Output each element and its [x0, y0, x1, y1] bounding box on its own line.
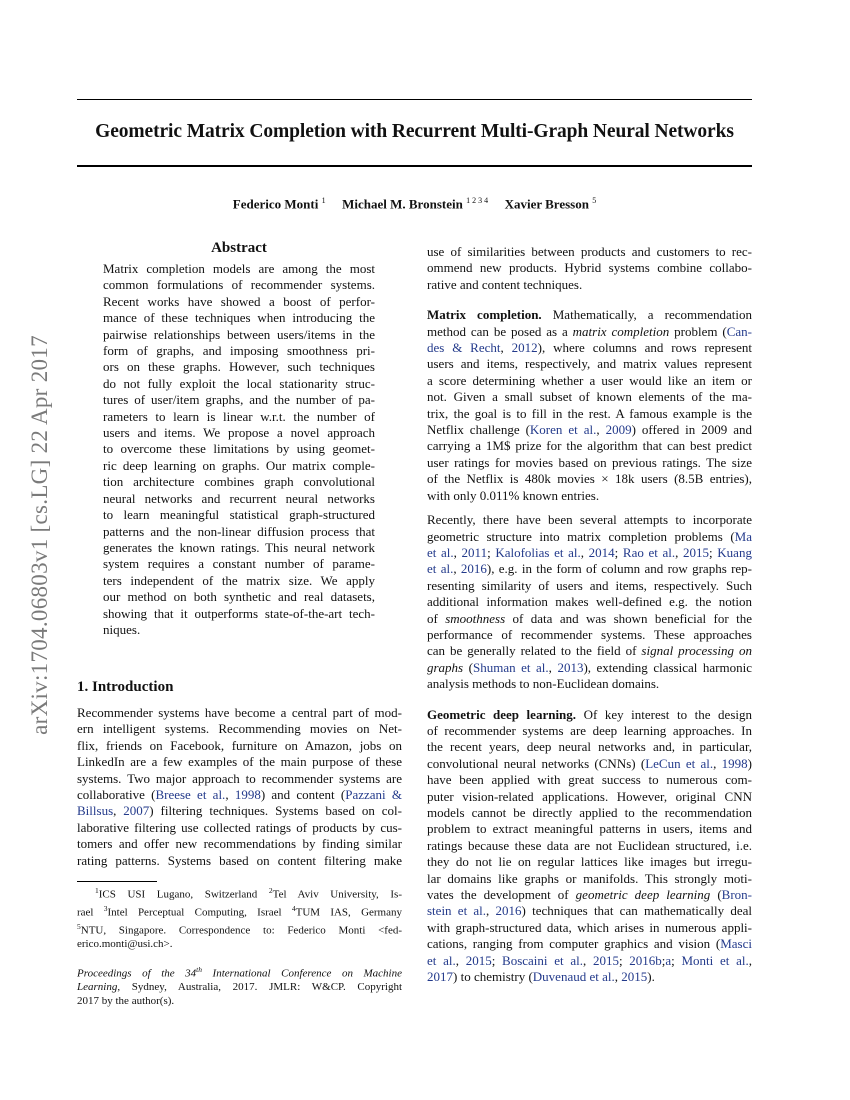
citation-link[interactable]: 1998	[234, 787, 261, 803]
citation-link[interactable]: Pazzani &	[345, 787, 403, 803]
citation-link[interactable]: Shuman et al.	[472, 659, 549, 675]
text-line: of smoothness of data and was shown beneficial for the	[427, 610, 752, 626]
text-line: convolutional neural networks (CNNs) (LeCun et al., 1998)	[427, 755, 753, 771]
citation-link[interactable]: 2012	[511, 340, 538, 356]
paragraph-geometric-deep-learning	[427, 707, 752, 986]
citation-link[interactable]: et al.	[427, 561, 454, 577]
affiliation-footnote	[77, 884, 402, 952]
text-line: a score determining whether a user would like an item or	[427, 372, 752, 388]
text-line: tures of user/item graphs, and the number of pa-	[103, 392, 375, 408]
citation-link[interactable]: Ma	[734, 528, 752, 544]
citation-link[interactable]: 2013	[557, 659, 584, 675]
text-line: flix, friends on Facebook, furniture on Amazon, jobs on	[77, 737, 402, 753]
text-line: lar domains like graphs or manifolds. This strongly moti-	[427, 870, 752, 886]
citation-link[interactable]: 2015	[465, 952, 492, 968]
text-line: $^5$NTU, Singapore. Correspondence to: Federico Monti <fed-	[77, 922, 402, 937]
text-line: common formulations of recommender systems.	[103, 277, 375, 293]
text-line: ern intelligent systems. Recommending movies on Net-	[77, 721, 402, 737]
text-line: trix, the goal is to fill in the rest. A famous example is the	[427, 405, 752, 421]
text-line: of the Netflix is 480k movies × 18k users (8.5B entries),	[427, 471, 752, 487]
arxiv-stamp: arXiv:1704.06803v1 [cs.LG] 22 Apr 2017	[27, 335, 52, 735]
author-affiliation: 1	[321, 196, 326, 205]
text-line: the recent years, deep neural networks and, in particular,	[427, 739, 752, 755]
text-line: des & Recht, 2012), where columns and rows represent	[427, 340, 753, 356]
text-line: generates the known ratings. This neural network	[103, 539, 375, 555]
text-line: niques.	[103, 621, 141, 637]
text-line: showing that it outperforms state-of-the-art tech-	[103, 605, 375, 621]
text-line: system requires a constant number of parame-	[103, 556, 375, 572]
citation-link[interactable]: Masci	[720, 936, 752, 952]
text-line: patterns and the non-linear diffusion process that	[103, 523, 375, 539]
citation-link[interactable]: 2016	[460, 561, 487, 577]
citation-link[interactable]: Rao et al.	[622, 544, 676, 560]
author-name: Michael M. Bronstein	[342, 196, 463, 212]
citation-link[interactable]: Boscaini et al.	[502, 952, 583, 968]
text-line: cations, ranging from computer graphics and vision (Masci	[427, 936, 752, 952]
text-line: to overcome these limitations by using geomet-	[103, 441, 375, 457]
runin-heading: Matrix completion.	[427, 307, 542, 323]
citation-link[interactable]: LeCun et al.	[645, 755, 714, 771]
text-line: collaborative (Breese et al., 1998) and content (Pazzani &	[77, 787, 403, 803]
text-line: geometric structure into matrix completion problems (Ma	[427, 528, 752, 544]
text-line: ric deep learning on graphs. Our matrix comple-	[103, 457, 375, 473]
text-line: users and items. We propose a novel approach	[103, 425, 375, 441]
text-line: Netflix challenge (Koren et al., 2009) offered in 2009 and	[427, 422, 752, 438]
text-line: carrying a 1M$ prize for the algorithm that can best predict	[427, 438, 752, 454]
abstract-heading: Abstract	[211, 240, 267, 256]
text-line: erico.monti@usi.ch>.	[77, 938, 173, 951]
citation-link[interactable]: 2014	[588, 544, 615, 560]
citation-link[interactable]: 2016	[495, 903, 522, 919]
citation-link[interactable]: et al.	[427, 544, 454, 560]
title-top-rule	[77, 99, 752, 100]
text-line: do not fully exploit the local stationarity struc-	[103, 375, 375, 391]
paragraph-recently	[427, 512, 752, 692]
paragraph-matrix-completion	[427, 307, 752, 504]
text-line: graphs (Shuman et al., 2013), extending classical harmonic	[427, 659, 752, 675]
paper-title: Geometric Matrix Completion with Recurrent Multi-Graph Neural Networks	[95, 121, 734, 142]
text-line: mance of these techniques when introducing the	[103, 310, 375, 326]
text-line: et al., 2016), e.g. in the form of column and row graphs rep-	[427, 561, 752, 577]
text-line: 2017) to chemistry (Duvenaud et al., 2015).	[427, 969, 655, 985]
introduction-section	[77, 677, 402, 869]
text-line: models cannot be directly applied to the recommendation	[427, 805, 752, 820]
text-line: resenting similarity of users and items, respectively. Such	[427, 577, 752, 593]
text-line: user ratings for movies based on previous ratings. The size	[427, 454, 752, 470]
text-line: Proceedings of the 34th International Conference on Machine	[77, 964, 402, 980]
author-name: Federico Monti	[232, 196, 319, 212]
abstract-body	[103, 261, 375, 638]
citation-link[interactable]: 2007	[123, 803, 150, 819]
paragraph-hybrid	[427, 244, 752, 293]
text-line: LinkedIn are a few examples of the main purpose of these	[77, 754, 402, 770]
text-line: systems. Two major approach to recommender systems are	[77, 770, 402, 786]
text-line: Recent works have showed a boost of perfor-	[103, 293, 375, 309]
citation-link[interactable]: des & Recht	[427, 340, 501, 356]
text-line: to learn meaningful statistical graph-structured	[103, 507, 375, 523]
citation-link[interactable]: Bron-	[721, 887, 752, 903]
abstract-section	[103, 239, 375, 638]
citation-link[interactable]: et al.	[427, 952, 456, 968]
citation-link[interactable]: Kalofolias et al.	[495, 544, 581, 560]
text-line: rative and content techniques.	[427, 276, 583, 292]
text-line: ters independent of the matrix size. We apply	[103, 572, 375, 588]
text-line: tion architecture combines graph convolutional	[103, 474, 375, 490]
text-line: ratings because these data are not Euclidean structured, i.e.	[427, 837, 752, 853]
citation-link[interactable]: 2016b	[629, 952, 662, 968]
text-line: Recently, there have been several attempts to incorporate	[427, 512, 752, 528]
text-line: Billsus, 2007) filtering techniques. Systems based on col-	[77, 803, 403, 819]
runin-heading: Geometric deep learning.	[427, 706, 577, 722]
text-line: users and items, respectively, and matrix values represent	[427, 356, 752, 372]
author-name: Xavier Bresson	[504, 196, 589, 212]
text-line: rael $^3$Intel Perceptual Computing, Israel $^4$TUM IAS, Germany	[77, 904, 402, 919]
text-line: not. Given a small subset of known elements of the ma-	[427, 389, 752, 405]
text-line: ors on these graphs. However, such techniques	[103, 359, 375, 375]
text-line: problem to extract meaningful patterns in users, items and	[427, 821, 752, 837]
footnotes	[77, 884, 402, 1008]
text-line: 2017 by the author(s).	[77, 994, 175, 1007]
author-affiliation: 5	[592, 196, 597, 205]
proceedings-note	[77, 963, 402, 1008]
text-line: laborative filtering use collected ratings of products by cus-	[77, 819, 402, 835]
text-line: use of similarities between products and customers to rec-	[427, 244, 752, 259]
citation-link[interactable]: stein et al.	[427, 903, 487, 919]
citation-link[interactable]: 2015	[592, 952, 619, 968]
text-line: stein et al., 2016) techniques that can mathematically deal	[427, 903, 752, 919]
citation-link[interactable]: 2017	[427, 969, 453, 985]
citation-link[interactable]: 2011	[461, 544, 488, 560]
text-line: tomers and offer new recommendations by finding similar	[77, 836, 402, 852]
citation-link[interactable]: 2009	[605, 422, 632, 438]
text-line: of recommender systems are deep learning approaches. In	[427, 722, 752, 738]
citation-link[interactable]: Can-	[726, 323, 752, 339]
citation-link[interactable]: 1998	[721, 755, 748, 771]
text-line: puter vision-related applications. However, original CNN	[427, 788, 752, 804]
citation-link[interactable]: Koren et al.	[529, 422, 597, 438]
text-line: performance of recommender systems. These approaches	[427, 626, 752, 642]
text-line: with graph-structured data, which arises in numerous appli-	[427, 919, 752, 935]
title-bottom-rule	[77, 165, 752, 167]
text-line: Geometric deep learning. Of key interest to the design	[427, 706, 752, 722]
text-line: neural networks and recurrent neural networks	[103, 490, 375, 506]
citation-link[interactable]: Kuang	[717, 544, 752, 560]
citation-link[interactable]: Monti et al.	[681, 952, 749, 968]
text-line: analysis methods to non-Euclidean domains.	[427, 676, 660, 692]
introduction-heading: 1. Introduction	[77, 679, 174, 695]
citation-link[interactable]: a	[665, 952, 672, 968]
text-line: they do not lie on regular lattices like images but irregu-	[427, 854, 752, 870]
text-line: Matrix completion models are among the most	[103, 261, 375, 276]
text-line: pairwise relationships between users/items in the	[103, 326, 375, 342]
text-line: rating patterns. Systems based on content filtering make	[77, 852, 402, 868]
text-line: Recommender systems have become a central part of mod-	[77, 705, 402, 720]
text-line: $^1$ICS USI Lugano, Switzerland $^2$Tel Aviv University, Is-	[95, 886, 402, 901]
footnote-rule	[77, 881, 157, 882]
text-line: with only 0.011% known entries.	[427, 487, 600, 503]
text-line: et al., 2015; Boscaini et al., 2015; 2016b;a; Monti et al.,	[427, 952, 752, 968]
text-line: have been applied with great success to numerous com-	[427, 772, 752, 788]
text-line: rameters to learn is linear w.r.t. the number of	[103, 408, 375, 424]
author-list	[77, 196, 752, 212]
text-line: form of graphs, and imposing smoothness pri-	[103, 343, 375, 359]
text-line: additional information makes well-defined e.g. the notion	[427, 594, 752, 610]
citation-link[interactable]: Billsus	[77, 803, 114, 819]
text-line: can be generally related to the field of signal processing on	[427, 643, 752, 659]
text-line: et al., 2011; Kalofolias et al., 2014; Rao et al., 2015; Kuang	[427, 544, 752, 560]
citation-link[interactable]: Duvenaud et al.	[532, 969, 615, 985]
citation-link[interactable]: Breese et al.	[155, 787, 226, 803]
right-column	[427, 244, 752, 985]
text-line: vates the development of geometric deep learning (Bron-	[427, 887, 752, 903]
text-line: Learning, Sydney, Australia, 2017. JMLR: W&CP. Copyright	[77, 981, 402, 994]
text-line: Matrix completion. Mathematically, a recommendation	[427, 307, 752, 323]
author-affiliation: 1 2 3 4	[466, 196, 489, 205]
text-line: ommend new products. Hybrid systems combine collabo-	[427, 260, 752, 276]
text-line: our method on both synthetic and real datasets,	[103, 589, 375, 605]
citation-link[interactable]: 2015	[621, 969, 648, 985]
citation-link[interactable]: 2015	[683, 544, 710, 560]
text-line: method can be posed as a matrix completion problem (Can-	[427, 323, 752, 339]
